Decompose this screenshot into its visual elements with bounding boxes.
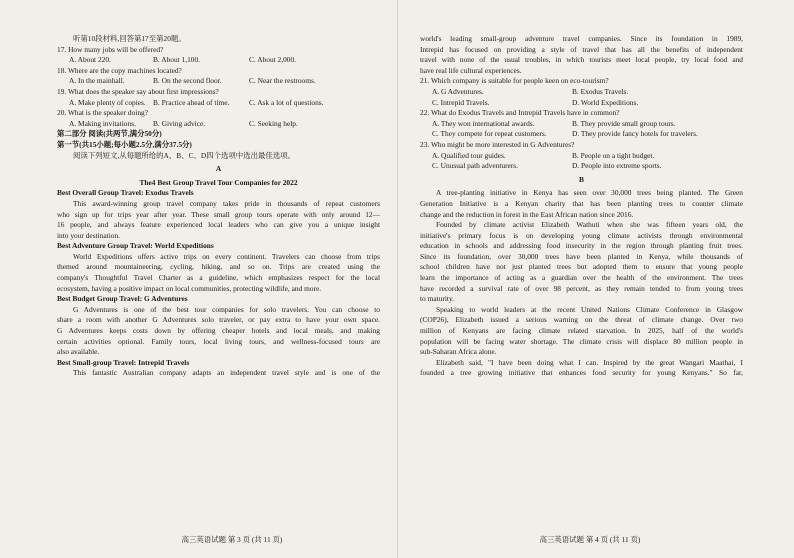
paragraph-line: Intrepid has focused on providing a style of travel that has all the benefits of independent (420, 44, 743, 54)
question-21-options-row1 (420, 87, 743, 98)
question-22-options-row1 (420, 119, 743, 130)
paragraph-line: This fantastic Australian company adapts an independent travel style and is one of the (73, 368, 380, 378)
left-page (57, 34, 380, 379)
paragraph-line: learn the importance of acting as a guardian over the health of the environment. The trees (420, 273, 743, 283)
paragraph-line: This award-winning group travel company takes pride in thousands of repeat customers (73, 198, 380, 208)
option-a[interactable]: A. Making invitations. (69, 118, 136, 128)
section-heading-world-expeditions: Best Adventure Group Travel: World Expeditions (57, 241, 214, 251)
question-20-options (57, 119, 380, 130)
paragraph-line: also available. (57, 347, 100, 357)
paragraph-line: Generation Initiative is a Kenyan charity that has been planting trees to counter climate (420, 198, 743, 208)
paragraph-line: founded a tree growing initiative that enhances food security for young Kenyans." So far, (420, 368, 743, 378)
option-b[interactable]: B. On the second floor. (153, 76, 222, 86)
paragraph-line: million of Kenyans are facing climate related starvation. In 2025, half of the world's (420, 326, 743, 336)
listening-intro: 听第10段材料,回答第17至第20题。 (73, 34, 186, 43)
option-b[interactable]: B. Practice ahead of time. (153, 97, 230, 107)
paragraph-line: ecosystem, having a positive impact on local communities, protecting wildlife, and more. (57, 283, 322, 293)
paragraph-line: have recorded a survival rate of over 98 percent, as they remain tended to from young trees (420, 283, 743, 293)
option-c[interactable]: C. Seeking help. (249, 118, 298, 128)
question-23-options-row1 (420, 151, 743, 162)
question-17-options (57, 55, 380, 66)
paragraph-line: Since its foundation, over 30,000 trees have been planted in Kenya, while thousands of (420, 251, 743, 261)
reading-instructions: 阅读下列短文,从每题所给的A、B、C、D四个选项中选出最佳选项。 (73, 150, 295, 160)
question-19: 19. What does the speaker say about first impressions? (57, 86, 219, 96)
paragraph-line: school children have not just planted trees but adopted them to ensure that young people (420, 262, 743, 272)
question-22: 22. What do Exodus Travels and Intrepid Travels have in common? (420, 108, 620, 118)
paragraph-line: population will be facing water shortage. The climate crisis will displace 80 million people in (420, 336, 743, 346)
section-one-heading: 第一节(共15小题;每小题2.5分,满分37.5分) (57, 139, 192, 149)
option-a[interactable]: A. G Adventures. (432, 86, 484, 96)
paragraph-line: sub-Saharan Africa alone. (420, 347, 497, 357)
option-a[interactable]: A. About 220. (69, 55, 111, 65)
option-c[interactable]: C. Ask a lot of questions. (249, 97, 324, 107)
option-b[interactable]: B. Giving advice. (153, 118, 206, 128)
paragraph-line: A tree-planting initiative in Kenya has seen over 30,000 trees being planted. The Green (436, 188, 743, 198)
option-a[interactable]: A. Make plenty of copies. (69, 97, 146, 107)
paragraph-line: to maturity. (420, 294, 455, 304)
paragraph-line: who sign up for trips year after year. These small group tours operate with only around 12— (57, 209, 380, 219)
option-d[interactable]: D. People into extreme sports. (572, 161, 662, 171)
paragraph-line: themed around mountaineering, cycling, hiking, and so on. Trips are created using the (57, 262, 380, 272)
option-b[interactable]: B. Exodus Travels. (572, 86, 629, 96)
paragraph-line: change and the reduction in forest in the East African nation since 2016. (420, 209, 634, 219)
option-a[interactable]: A. In the mainhall. (69, 76, 125, 86)
paragraph-line: share a room with another G Adventures solo traveler, or pay extra to have your own space. (57, 315, 380, 325)
question-18-options (57, 76, 380, 87)
paragraph-line: World Expeditions offers active trips on every continent. Travelers can choose from trips (73, 251, 380, 261)
page-footer-left: 高三英语试题 第 3 页 (共 11 页) (181, 535, 283, 544)
question-17: 17. How many jobs will be offered? (57, 44, 164, 54)
question-21-options-row2 (420, 98, 743, 109)
option-d[interactable]: D. World Expeditions. (572, 97, 639, 107)
option-c[interactable]: C. They compete for repeat customers. (432, 129, 547, 139)
paragraph-line: initiative's primary focus is on developing young climate activists through environmental (420, 230, 743, 240)
part-two-heading: 第二部分 阅读(共两节,满分50分) (57, 129, 162, 139)
paragraph-line: G Adventures is one of the best tour companies for solo travelers. You can choose to (73, 304, 380, 314)
section-heading-intrepid: Best Small-group Travel: Intrepid Travels (57, 357, 190, 367)
passage-letter-b: B (579, 174, 584, 184)
option-b[interactable]: B. About 1,100. (153, 55, 201, 65)
paragraph-line: company's Thoughtful Travel Charter as a guideline, which emphasizes respect for the local (57, 273, 380, 283)
option-c[interactable]: C. Near the restrooms. (249, 76, 316, 86)
passage-letter-a: A (215, 164, 222, 174)
page-footer-right: 高三英语试题 第 4 页 (共 11 页) (539, 535, 641, 544)
question-22-options-row2 (420, 129, 743, 140)
option-b[interactable]: B. They provide small group tours. (572, 118, 676, 128)
question-23-options-row2 (420, 161, 743, 172)
paragraph-line: Founded by climate activist Elizabeth Wathuti when she was fifteen years old, the (436, 220, 743, 230)
right-page (420, 34, 743, 379)
paragraph-line: (COP26), Elizabeth issued a serious warning on the threat of climate change. Over two (420, 315, 743, 325)
option-c[interactable]: C. About 2,000. (249, 55, 297, 65)
paragraph-line: have real life cultural experiences. (420, 65, 522, 75)
option-d[interactable]: D. They provide fancy hotels for travelers. (572, 129, 698, 139)
option-c[interactable]: C. Intrepid Travels. (432, 97, 490, 107)
passage-title: The4 Best Group Travel Tour Companies for 2022 (139, 177, 298, 187)
option-a[interactable]: A. Qualified tour guides. (432, 150, 506, 160)
paragraph-line: education in schools and addressing food insecurity in the region through planting fruit trees. (420, 241, 743, 251)
question-20: 20. What is the speaker doing? (57, 108, 148, 118)
paragraph-line: travel with none of the usual troubles, in which tourists meet local people, try local food and (420, 55, 743, 65)
paragraph-line: certain activities optional. Family tours, local living tours, and wellness-focused tours are (57, 336, 380, 346)
question-23: 23. Who might be more interested in G Adventures? (420, 139, 575, 149)
paragraph-line: 16 people, and always feature experienced local leaders who can give you a unique insight (57, 220, 380, 230)
option-c[interactable]: C. Unusual path adventurers. (432, 161, 518, 171)
section-heading-g-adventures: Best Budget Group Travel: G Adventures (57, 294, 188, 304)
paragraph-line: into your destination. (57, 230, 121, 240)
question-18: 18. Where are the copy machines located? (57, 65, 182, 75)
paragraph-line: Speaking to world leaders at the recent United Nations Climate Conference in Glasgow (436, 304, 743, 314)
page-divider (397, 0, 398, 558)
paragraph-line: Elizabeth said, "I have been doing what I can. Inspired by the great Wangari Maathai, I (436, 357, 743, 367)
option-b[interactable]: B. People on a tight budget. (572, 150, 655, 160)
paragraph-line: world's leading small-group adventure travel companies. Since its foundation in 1989, (420, 34, 743, 43)
section-heading-exodus: Best Overall Group Travel: Exodus Travels (57, 188, 194, 198)
question-21: 21. Which company is suitable for people keen on eco-tourism? (420, 76, 609, 86)
question-19-options (57, 98, 380, 109)
paragraph-line: G Adventures keeps costs down by offering cheaper hotels and local meals, and making (57, 326, 380, 336)
option-a[interactable]: A. They won international awards. (432, 118, 535, 128)
